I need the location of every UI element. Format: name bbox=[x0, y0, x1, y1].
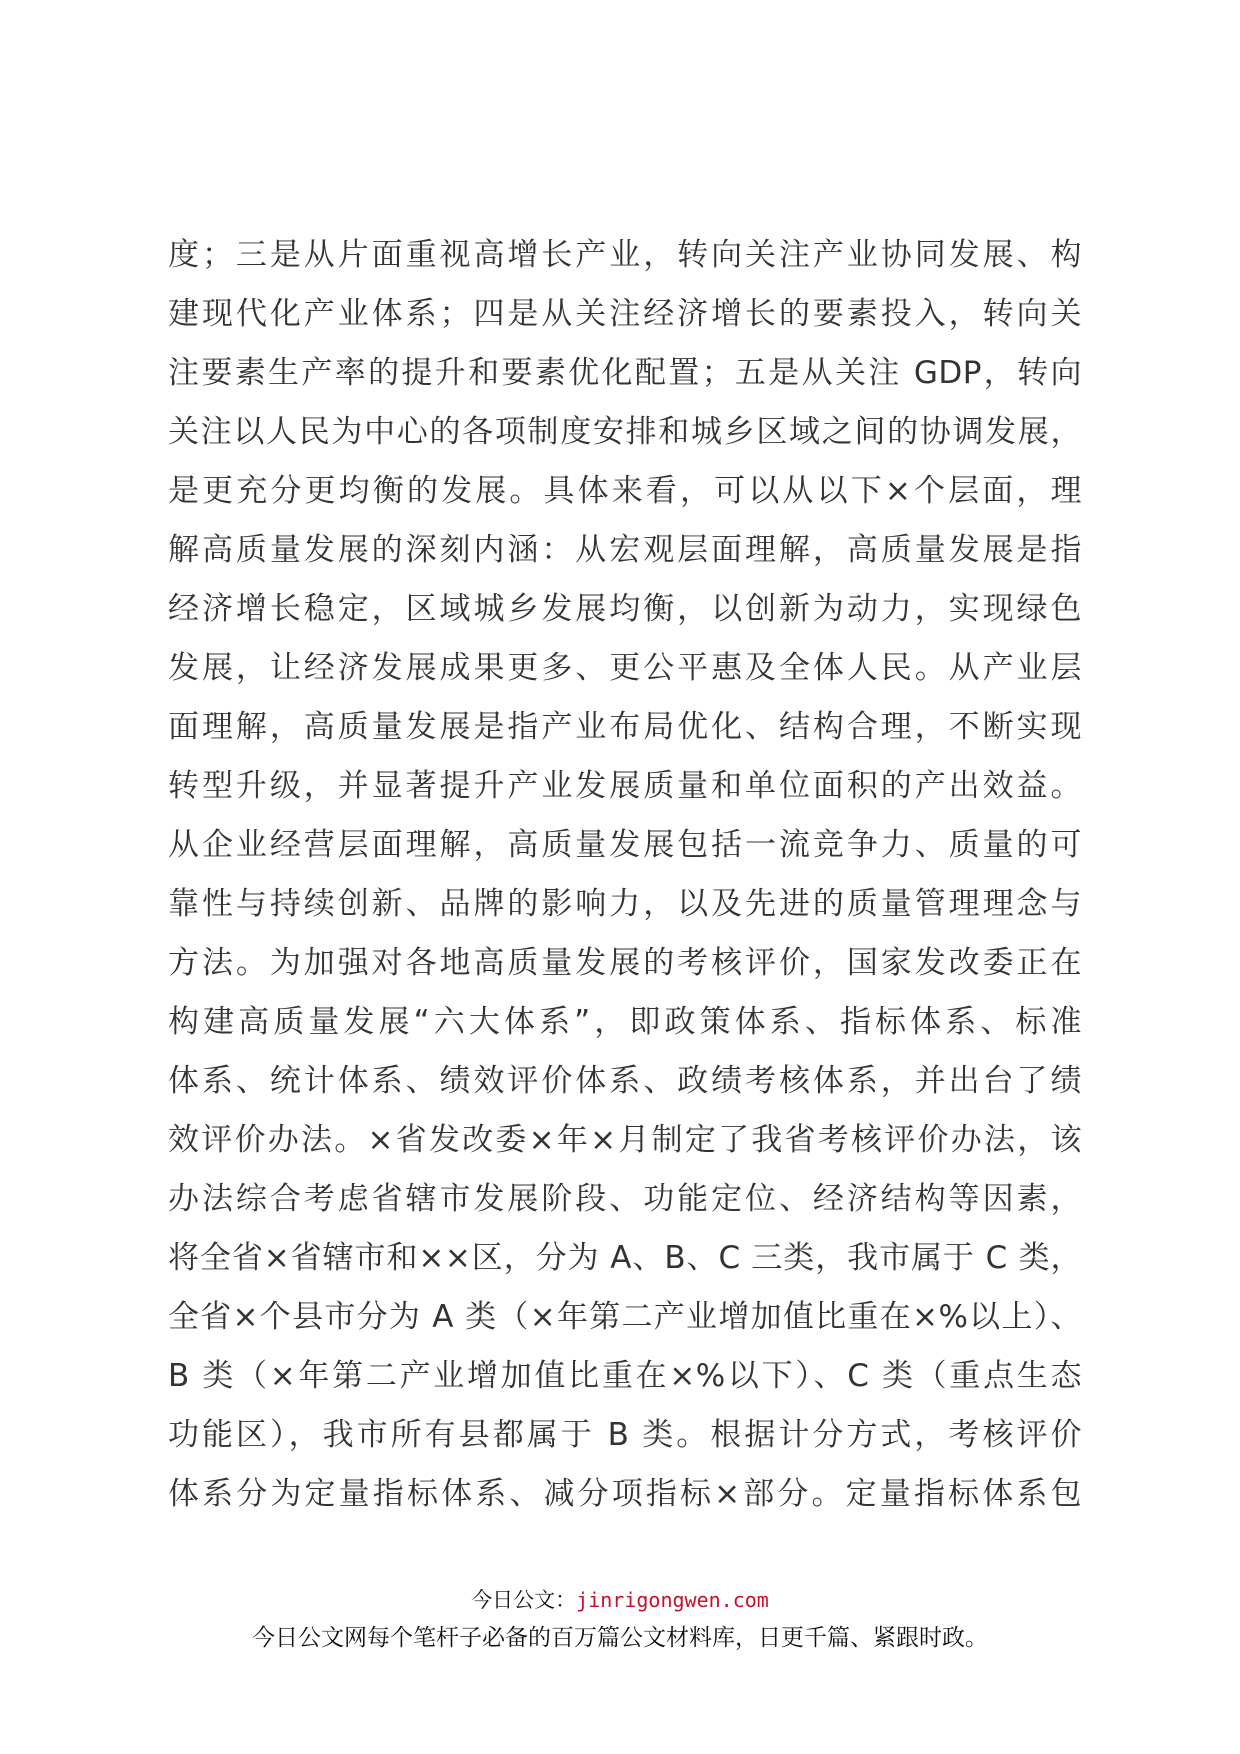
document-body bbox=[168, 226, 1082, 1524]
text-line: 从企业经营层面理解，高质量发展包括一流竞争力、质量的可 bbox=[168, 827, 1082, 863]
text-line: 建现代化产业体系；四是从关注经济增长的要素投入，转向关 bbox=[168, 296, 1082, 332]
footer-slogan: 今日公文网每个笔杆子必备的百万篇公文材料库，日更千篇、紧跟时政。 bbox=[252, 1625, 988, 1651]
text-line: 全省×个县市分为 A 类（×年第二产业增加值比重在×%以上）、 bbox=[168, 1299, 1082, 1335]
footer-site-link[interactable]: jinrigongwen.com bbox=[576, 1588, 769, 1612]
footer-site-label: 今日公文： bbox=[471, 1588, 577, 1612]
text-line: 方法。为加强对各地高质量发展的考核评价，国家发改委正在 bbox=[168, 945, 1082, 981]
text-line: 体系、统计体系、绩效评价体系、政绩考核体系，并出台了绩 bbox=[168, 1063, 1082, 1099]
text-line: 办法综合考虑省辖市发展阶段、功能定位、经济结构等因素， bbox=[168, 1181, 1082, 1217]
text-line: 是更充分更均衡的发展。具体来看，可以从以下×个层面，理 bbox=[168, 473, 1082, 509]
text-line: 靠性与持续创新、品牌的影响力，以及先进的质量管理理念与 bbox=[168, 886, 1082, 922]
footer-site-line bbox=[0, 1585, 1240, 1615]
text-line: 经济增长稳定，区域城乡发展均衡，以创新为动力，实现绿色 bbox=[168, 591, 1082, 627]
text-line: 关注以人民为中心的各项制度安排和城乡区域之间的协调发展， bbox=[168, 414, 1082, 450]
text-line: 体系分为定量指标体系、减分项指标×部分。定量指标体系包 bbox=[168, 1476, 1082, 1512]
text-line: 构建高质量发展“六大体系”，即政策体系、指标体系、标准 bbox=[168, 1004, 1082, 1040]
text-line: 面理解，高质量发展是指产业布局优化、结构合理，不断实现 bbox=[168, 709, 1082, 745]
text-line: 发展，让经济发展成果更多、更公平惠及全体人民。从产业层 bbox=[168, 650, 1082, 686]
text-line: 将全省×省辖市和××区，分为 A、B、C 三类，我市属于 C 类， bbox=[168, 1240, 1082, 1276]
text-line: 注要素生产率的提升和要素优化配置；五是从关注 GDP，转向 bbox=[168, 355, 1082, 391]
text-line: B 类（×年第二产业增加值比重在×%以下）、C 类（重点生态 bbox=[168, 1358, 1082, 1394]
text-line: 功能区），我市所有县都属于 B 类。根据计分方式，考核评价 bbox=[168, 1417, 1082, 1453]
text-line: 度；三是从片面重视高增长产业，转向关注产业协同发展、构 bbox=[168, 237, 1082, 273]
text-line: 解高质量发展的深刻内涵：从宏观层面理解，高质量发展是指 bbox=[168, 532, 1082, 568]
text-line: 效评价办法。×省发改委×年×月制定了我省考核评价办法，该 bbox=[168, 1122, 1082, 1158]
text-line: 转型升级，并显著提升产业发展质量和单位面积的产出效益。 bbox=[168, 768, 1082, 804]
